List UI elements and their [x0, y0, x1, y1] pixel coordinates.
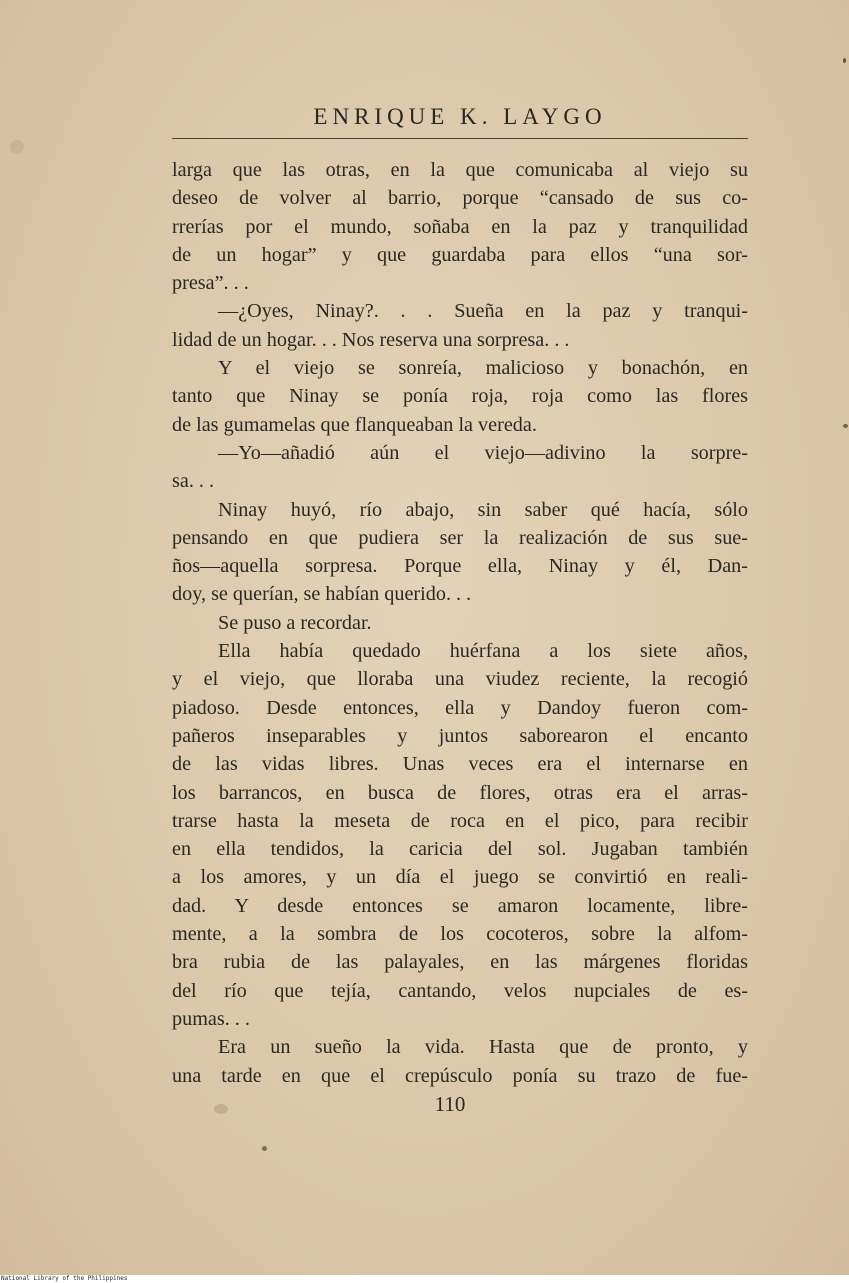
text-line: doy, se querían, se habían querido. . .: [172, 583, 472, 606]
paper-speck: [262, 1146, 267, 1151]
text-line: sa. . .: [172, 470, 215, 493]
header-rule: [172, 138, 748, 139]
text-line: Era un sueño la vida. Hasta que de pronto, y: [218, 1036, 748, 1059]
text-line: trarse hasta la meseta de roca en el pico, para recibir: [172, 809, 748, 832]
text-line: y el viejo, que lloraba una viudez reciente, la recogió: [172, 668, 748, 691]
library-credit: National Library of the Philippines: [1, 1275, 128, 1282]
text-line: pensando en que pudiera ser la realización de sus sue-: [172, 526, 748, 549]
text-line: Se puso a recordar.: [218, 611, 372, 634]
text-line: ños—aquella sorpresa. Porque ella, Ninay y él, Dan-: [172, 555, 748, 578]
text-line: —¿Oyes, Ninay?. . . Sueña en la paz y tranqui-: [218, 300, 748, 323]
text-line: de las gumamelas que flanqueaban la vereda.: [172, 413, 537, 436]
text-line: lidad de un hogar. . . Nos reserva una sorpresa. . .: [172, 328, 570, 351]
text-line: pañeros inseparables y juntos saborearon el encanto: [172, 724, 748, 747]
text-line: pumas. . .: [172, 1007, 250, 1030]
text-line: bra rubia de las palayales, en las márgenes floridas: [172, 951, 748, 974]
text-line: presa”. . .: [172, 272, 249, 295]
text-line: una tarde en que el crepúsculo ponía su trazo de fue-: [172, 1064, 748, 1087]
text-line: mente, a la sombra de los cocoteros, sobre la alfom-: [172, 923, 748, 946]
text-line: de las vidas libres. Unas veces era el internarse en: [172, 753, 748, 776]
text-line: rrerías por el mundo, soñaba en la paz y tranquilidad: [172, 215, 748, 238]
running-head: ENRIQUE K. LAYGO: [313, 104, 607, 129]
text-line: piadoso. Desde entonces, ella y Dandoy fueron com-: [172, 696, 748, 719]
text-line: larga que las otras, en la que comunicaba al viejo su: [172, 159, 748, 181]
text-line: —Yo—añadió aún el viejo—adivino la sorpre-: [218, 441, 748, 464]
text-line: a los amores, y un día el juego se convirtió en reali-: [172, 866, 748, 889]
page-number: 110: [434, 1092, 466, 1116]
text-line: deseo de volver al barrio, porque “cansado de sus co-: [172, 187, 748, 210]
text-line: de un hogar” y que guardaba para ellos “una sor-: [172, 243, 748, 266]
text-line: Y el viejo se sonreía, malicioso y bonachón, en: [218, 357, 748, 380]
paper-speck: [843, 424, 848, 428]
text-line: dad. Y desde entonces se amaron locamente, libre-: [172, 894, 748, 917]
text-line: tanto que Ninay se ponía roja, roja como las flores: [172, 385, 748, 408]
text-line: en ella tendidos, la caricia del sol. Jugaban también: [172, 838, 748, 861]
body-text: [172, 156, 748, 1090]
paper-speck: [843, 58, 846, 63]
paper-speck: [214, 1104, 228, 1114]
text-line: del río que tejía, cantando, velos nupciales de es-: [172, 979, 748, 1002]
text-line: Ella había quedado huérfana a los siete años,: [218, 640, 748, 663]
text-line: los barrancos, en busca de flores, otras era el arras-: [172, 781, 748, 804]
paper-speck: [10, 140, 24, 154]
text-line: Ninay huyó, río abajo, sin saber qué hacía, sólo: [218, 498, 748, 521]
